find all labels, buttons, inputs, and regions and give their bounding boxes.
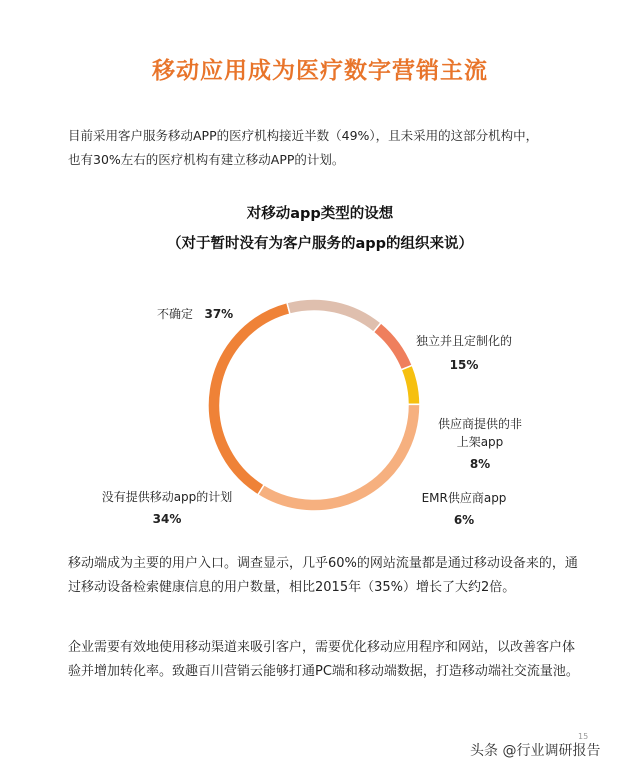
slice-label-vendor-line1: 供应商提供的非 xyxy=(437,417,522,431)
intro-line-2: 也有30%左右的医疗机构有建立移动APP的计划。 xyxy=(68,152,345,167)
chart-title: 对移动app类型的设想 xyxy=(246,206,394,222)
slice-label-emr-value: 6% xyxy=(453,513,475,527)
slice-label-vendor-line2: 上架app xyxy=(456,435,504,449)
donut-slice-vendor xyxy=(373,323,412,370)
slice-label-vendor xyxy=(432,415,528,473)
watermark: 头条 @行业调研报告 xyxy=(470,743,601,759)
slice-label-custom xyxy=(416,332,512,374)
slice-label-custom-text: 独立并且定制化的 xyxy=(416,334,513,348)
slice-label-vendor-value: 8% xyxy=(469,457,491,471)
slice-label-no-plan-value: 34% xyxy=(152,512,182,526)
chart-subtitle: （对于暂时没有为客户服务的app的组织来说） xyxy=(166,236,474,252)
donut-slice-uncertain xyxy=(208,303,290,495)
paragraph-mobile-channel: 企业需要有效地使用移动渠道来吸引客户，需要优化移动应用程序和网站，以改善客户体验并增加转化率。致趣百川营销云能够打通PC端和移动端数据，打造移动端社交流量池。 xyxy=(68,640,579,679)
slice-label-uncertain-value: 37% xyxy=(204,307,234,321)
donut-slice-custom xyxy=(287,299,381,332)
slice-label-custom-value: 15% xyxy=(449,358,479,372)
paragraph-mobile-entry: 移动端成为主要的用户入口。调查显示，几乎60%的网站流量都是通过移动设备来的，通过移动设备检索健康信息的用户数量，相比2015年（35%）增长了大约2倍。 xyxy=(68,556,578,595)
slice-label-uncertain-text: 不确定 xyxy=(157,307,194,321)
intro-line-1: 目前采用客户服务移动APP的医疗机构接近半数（49%），且未采用的这部分机构中， xyxy=(68,128,539,143)
page-title: 移动应用成为医疗数字营销主流 xyxy=(152,58,488,84)
slice-label-no-plan xyxy=(94,488,240,528)
slice-label-emr xyxy=(418,489,510,529)
slice-label-uncertain xyxy=(157,305,233,323)
donut-slice-no-plan xyxy=(258,404,420,511)
slice-label-emr-text: EMR供应商app xyxy=(421,491,507,505)
slice-label-no-plan-text: 没有提供移动app的计划 xyxy=(101,490,233,504)
page-number: 15 xyxy=(578,732,589,741)
